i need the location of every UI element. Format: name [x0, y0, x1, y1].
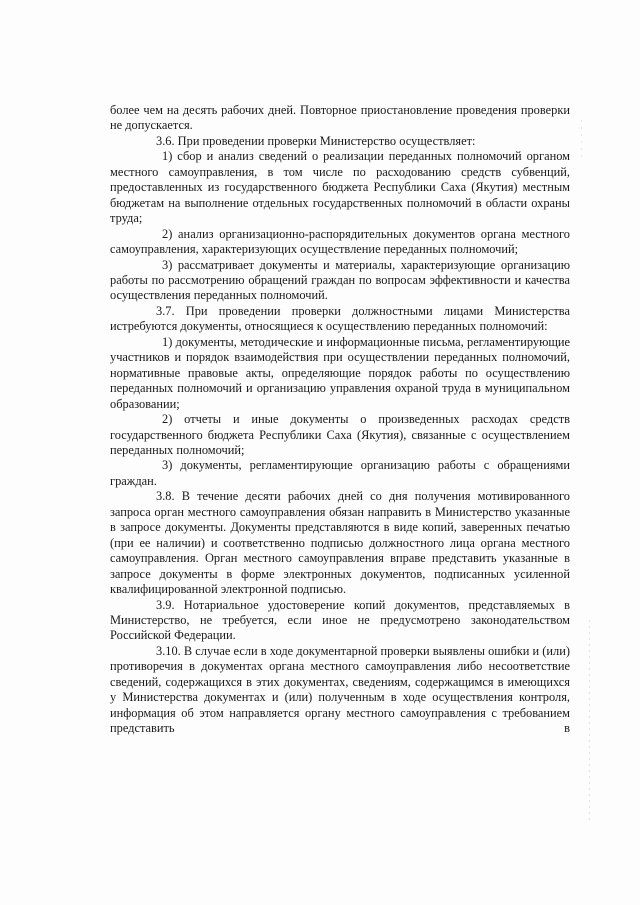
paragraph: 3.10. В случае если в ходе документарной проверки выявлены ошибки и (или) противоречия в документах органа местного самоуправления либо несоответствие сведений, содержащихся в этих документах, сведениям, содержащимся в имеющихся у Министерства документах и (или) полученным в ходе осуществления контроля, информация об этом направляется органу местного самоуправления с требованием представить в: [110, 643, 570, 736]
paragraph: 3.6. При проведении проверки Министерство осуществляет:: [156, 133, 476, 148]
paragraph: 2) отчеты и иные документы о произведенных расходах средств государственного бюджета Республики Саха (Якутия), связанные с осуществлением переданных полномочий;: [110, 412, 570, 457]
paragraph: 1) документы, методические и информационные письма, регламентирующие участников и порядок взаимодействия при осуществлении переданных полномочий, нормативные правовые акты, определяющие порядок работы по осуществлению переданных полномочий и организацию управления охраной труда в муниципальном образовании;: [110, 334, 570, 411]
scan-artifact: [581, 120, 582, 160]
paragraph: более чем на десять рабочих дней. Повторное приостановление проведения проверки не допускается.: [110, 103, 570, 133]
paragraph: 3.7. При проведении проверки должностными лицами Министерства истребуются документы, относящиеся к осуществлению переданных полномочий:: [110, 303, 570, 334]
paragraph: 3) рассматривает документы и материалы, характеризующие организацию работы по рассмотрению обращений граждан по вопросам эффективности и качества осуществления переданных полномочий.: [110, 257, 570, 303]
paragraph: 3.9. Нотариальное удостоверение копий документов, представляемых в Министерство, не требуется, если иное не предусмотрено законодательством Российской Федерации.: [110, 597, 570, 643]
scan-artifact: [589, 620, 590, 820]
paragraph: 3.8. В течение десяти рабочих дней со дня получения мотивированного запроса орган местного самоуправления обязан направить в Министерство указанные в запросе документы. Документы представляются в виде копий, заверенных печатью (при ее наличии) и соответственно подписью должностного лица органа местного самоуправления. Орган местного самоуправления вправе представить указанные в запросе документы в форме электронных документов, подписанных усиленной квалифицированной электронной подписью.: [110, 489, 570, 597]
paragraph: 2) анализ организационно-распорядительных документов органа местного самоуправления, характеризующих осуществление переданных полномочий;: [110, 226, 570, 257]
document-body: [110, 103, 570, 737]
paragraph: 1) сбор и анализ сведений о реализации переданных полномочий органом местного самоуправления, в том числе по расходованию средств субвенций, предоставленных из государственного бюджета Республики Саха (Якутия) местным бюджетам на выполнение отдельных государственных полномочий в области охраны труда;: [110, 149, 570, 226]
paragraph: 3) документы, регламентирующие организацию работы с обращениями граждан.: [110, 458, 570, 488]
